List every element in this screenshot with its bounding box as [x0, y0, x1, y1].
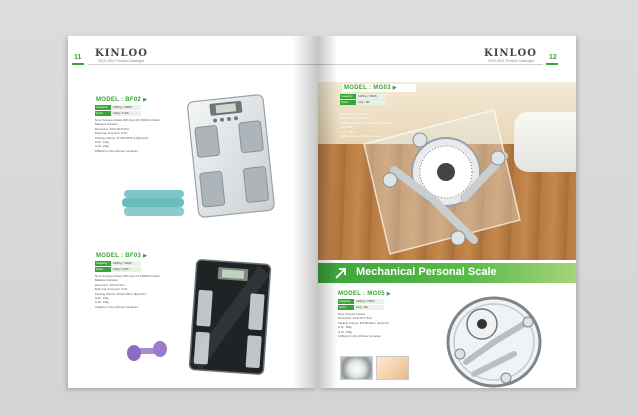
detail-line: Batteries Included [95, 278, 118, 283]
detail-line: Packing Volume: 37×36×48.5cm (5pcs/ctn) [95, 135, 149, 140]
spec-box-bf03 [95, 261, 141, 273]
triangle-icon: ▶ [143, 253, 148, 259]
detail-line: Dimension: 32×34×3cm [95, 282, 125, 287]
detail-line: Dimension: 32.5×32.5×3cm [95, 126, 130, 131]
model-name-bf02: MODEL : BF02 [96, 97, 142, 103]
brand-logo-left: KINLOO [95, 48, 148, 59]
details-mg03 [340, 112, 430, 138]
detail-line: N.W.: 14kg [95, 140, 109, 145]
thumbnail-dial [340, 356, 373, 380]
detail-line: Packing Volume: 36×37×49cm (5pcs/ctn) [95, 291, 146, 296]
spine-shadow-right [318, 36, 338, 388]
spec-key: Capacity [338, 299, 354, 304]
hero-photo [318, 82, 576, 260]
spec-key: Capacity [340, 94, 356, 99]
detail-line: Dimension: 30×30×6cm [340, 116, 370, 121]
detail-line: 8mm Tempered Glass [340, 112, 368, 116]
mg03-title-bg [342, 84, 416, 92]
spec-key: Grad [338, 305, 354, 310]
spec-key: Capacity [95, 261, 111, 266]
header-rule-right-short [546, 63, 558, 65]
detail-line: G.W.: 16kg [95, 144, 109, 149]
spec-value: 120Kg / 260lb [354, 299, 384, 304]
detail-line: 2120pcs In One 20 Feet Container [95, 304, 138, 309]
spec-value: 120Kg / 260lb [356, 94, 386, 99]
thumbnail-foot [376, 356, 409, 380]
spec-key: Capacity [95, 105, 111, 110]
detail-line: Body Fat Increment: 0.1% [95, 287, 128, 292]
bf03-scale-image [185, 255, 275, 378]
detail-line: 8mm Tempered Glass [338, 312, 366, 316]
detail-line: 1200pcs In One 20 Feet Container [340, 134, 383, 139]
header-rule-right [318, 64, 543, 65]
detail-line: 1860pcs In One 20 Feet Container [95, 148, 138, 153]
details-mg05 [338, 312, 428, 338]
detail-line: 1230pcs In One 20 Feet Container [338, 334, 381, 339]
spec-value: 150Kg / 330lb [111, 105, 141, 110]
detail-line: Packing Volume: 34×48×36cm (4pcs/ctn) [338, 320, 389, 325]
detail-line: Dimension: 32.5×34.7×6cm [338, 316, 373, 321]
triangle-icon: ▶ [386, 291, 391, 297]
model-title-bf02 [96, 97, 147, 103]
model-name-bf03: MODEL : BF03 [96, 253, 142, 259]
mg05-scale-image [444, 294, 544, 388]
spec-key: Grad [95, 111, 111, 116]
spec-value: 100g / 0.2lb [111, 111, 141, 116]
spec-box-bf02 [95, 105, 141, 117]
model-name-mg03: MODEL : MG03 [344, 85, 391, 91]
spec-value: 150Kg / 330lb [111, 261, 141, 266]
spec-value: 1Kg / 2lb [354, 305, 384, 310]
details-bf03 [95, 274, 185, 309]
bf02-scale-image [183, 90, 280, 224]
model-title-mg05 [338, 291, 391, 297]
model-title-bf03 [96, 253, 147, 259]
page-number-left: 11 [74, 54, 82, 61]
model-title-mg03 [344, 85, 397, 91]
details-bf02 [95, 118, 185, 153]
right-page [318, 36, 576, 388]
header-rule-left-short [72, 63, 84, 65]
spec-value: 1Kg / 2lb [356, 100, 386, 105]
left-page [68, 36, 318, 388]
towel-image [122, 186, 186, 218]
detail-line: 6mm Tempered Glass With 2pcs Of CR2032 Lithium [95, 118, 160, 122]
model-name-mg05: MODEL : MG05 [338, 291, 385, 297]
detail-line: Body Fat Increment: 0.1% [95, 131, 128, 136]
detail-line: Packing Volume: 37.5×31×48cm (3pcs/ctn) [340, 120, 394, 125]
detail-line: N.W.: 18kg [338, 325, 352, 330]
detail-line: 6mm Tempered Glass With 2pcs Of CR2032 Lithium [95, 274, 160, 278]
header-rule-left [88, 64, 318, 65]
spec-key: Grad [340, 100, 356, 105]
category-banner [318, 263, 576, 283]
detail-line: N.W.: 13kg [95, 296, 109, 301]
detail-line: G.W.: 15kg [95, 300, 109, 305]
detail-line: G.W.: 22kg [338, 329, 352, 334]
spec-box-mg05 [338, 299, 384, 311]
spec-box-mg03 [340, 94, 418, 106]
triangle-icon: ▶ [143, 97, 148, 103]
spec-value: 100g / 0.2lb [111, 267, 141, 272]
detail-line: N.W.: 16kg [340, 125, 354, 130]
detail-line: G.W.: 18kg [340, 129, 354, 134]
spine-shadow-left [292, 36, 318, 388]
page-number-right: 12 [549, 54, 557, 61]
banner-title: Mechanical Personal Scale [356, 266, 497, 278]
dumbbell-image [126, 340, 168, 362]
triangle-icon: ▶ [392, 85, 397, 91]
detail-line: Batteries Included [95, 122, 118, 127]
brand-logo-right: KINLOO [484, 48, 537, 59]
spec-key: Grad [95, 267, 111, 272]
catalog-caption-left: 2010-2011 Product Catalogue [98, 59, 145, 63]
catalog-caption-right: 2010-2011 Product Catalogue [488, 59, 535, 63]
